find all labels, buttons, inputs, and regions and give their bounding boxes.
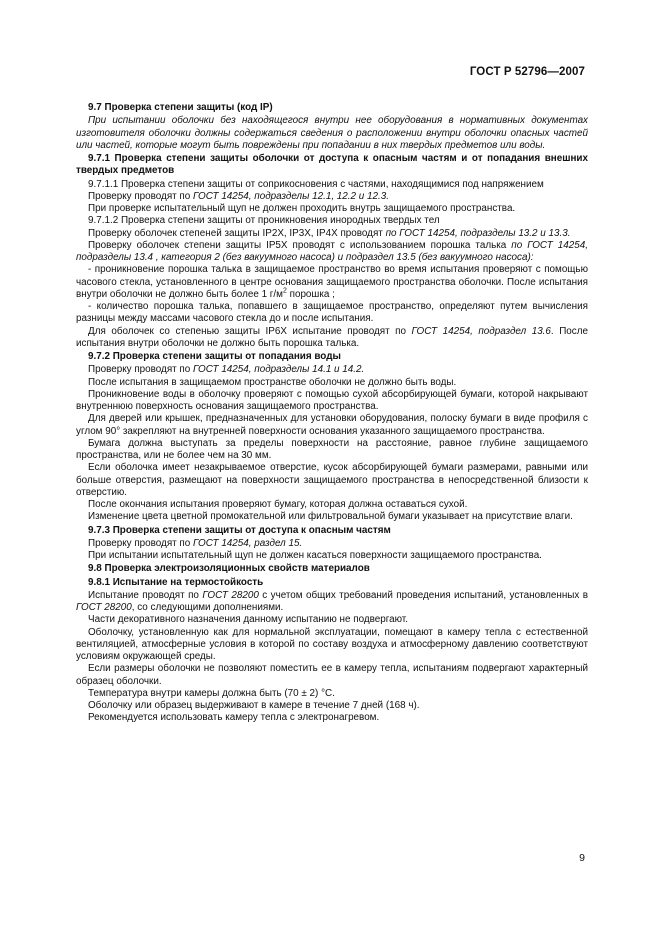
paragraph [76,700,588,712]
reference-text: по ГОСТ 14254, подразделы 13.4 , категория 2 (без вакуумного насоса) и подраздел 13.5 (без вакуумного насоса): [76,239,588,263]
reference-text: ГОСТ 14254, подраздел 13.6 [411,325,551,337]
page-number: 9 [579,852,585,864]
paragraph-text: с учетом общих требований проведения испытаний, установленных в [258,589,589,601]
paragraph [76,627,588,664]
paragraph-text: Проникновение воды в оболочку проверяют с помощью сухой абсорбирующей бумаги, которой накрывают внутреннюю поверхность основания защищаемого пространства. [76,388,588,412]
paragraph-text: Температура внутри камеры должна быть (70 ± 2) °С. [88,687,335,699]
paragraph [76,499,588,511]
section-heading: 9.8.1 Испытание на термостойкость [88,576,264,588]
reference-text: ГОСТ 14254, раздел 15. [193,537,303,549]
paragraph [76,688,588,700]
paragraph-text: Для оболочек со степенью защиты IP6X испытание проводят по [88,325,412,337]
paragraph-text: Если размеры оболочки не позволяют поместить ее в камеру тепла, испытаниям подвергают характерный образец оболочки. [76,663,588,687]
paragraph-text: Проверку оболочек степени защиты IP5X проводят с использованием порошка талька [88,239,512,251]
paragraph [76,301,588,326]
paragraph-text: Части декоративного назначения данному испытанию не подвергают. [88,614,408,626]
paragraph [76,413,588,438]
section-heading: 9.7.3 Проверка степени защиты от доступа к опасным частям [88,524,391,536]
paragraph-text: При испытании оболочки без находящегося внутри нее оборудования в нормативных документах изготовителя оболочки должны содержаться сведения о расположении внутри оболочки опасных частей или частей, которые могут быть повреждены при попадании в них твердых предметов или воды. [76,115,588,151]
paragraph-text: Проверку проводят по [88,190,194,202]
paragraph [76,179,588,191]
paragraph [76,203,588,215]
paragraph [76,538,588,550]
paragraph [76,215,588,227]
paragraph [76,712,588,724]
reference-text: ГОСТ 14254, подразделы 12.1, 12.2 и 12.3. [193,190,389,202]
paragraph-text: Проверку оболочек степеней защиты IP2X, IP3X, IP4X проводят [88,227,386,239]
paragraph-text: . После испытания внутри оболочки не должно быть порошка талька. [76,325,588,349]
reference-text: ГОСТ 28200 [76,602,132,613]
paragraph-text: - количество порошка талька, попавшего в защищаемое пространство, определяют путем вычисления разницы между массами часового стекла до и после испытания. [76,301,588,325]
paragraph [76,590,588,615]
paragraph [76,511,588,523]
paragraph-text: При испытании испытательный щуп не должен касаться поверхности защищаемого пространства. [88,550,542,561]
paragraph [76,663,588,688]
paragraph [76,240,588,265]
reference-text: ГОСТ 28200 [202,589,259,601]
paragraph-text: - проникновение порошка талька в защищаемое пространство во время испытания проверяют с помощью часового стекла, установленного в центре основания защищаемого пространства оболочки. После испытания внутри оболочки не должно быть более 1 $г/м^2$ порошка ; [76,264,588,300]
paragraph [76,115,588,152]
paragraph-text: Для дверей или крышек, предназначенных для установки оборудования, полоску бумаги в виде профиля с углом 90° закрепляют на внутренней поверхности основания указанного защищаемого пространства. [76,413,588,437]
paragraph-text: Испытание проводят по [88,589,203,601]
paragraph-text: Проверку проводят по [88,537,194,549]
paragraph [76,228,588,240]
paragraph [76,377,588,389]
reference-text: ГОСТ 14254, подразделы 14.1 и 14.2. [193,364,365,376]
paragraph [76,326,588,351]
paragraph [76,264,588,301]
paragraph-text: При проверке испытательный щуп не должен проходить внутрь защищаемого пространства. [88,203,516,214]
section-heading: 9.8 Проверка электроизоляционных свойств материалов [88,563,370,575]
paragraph-text: Если оболочка имеет незакрываемое отверстие, кусок абсорбирующей бумаги размерами, равными или больше отверстия, размещают на поверхности защищаемого пространства в непосредственной близости к отверстию. [76,462,588,498]
paragraph [76,550,588,562]
paragraph-text: Рекомендуется использовать камеру тепла с электронагревом. [88,712,380,724]
section-heading: 9.7.1 Проверка степени защиты оболочки от доступа к опасным частям и от попадания внешних твердых предметов [76,153,588,177]
paragraph [76,191,588,203]
paragraph [76,364,588,376]
paragraph [76,389,588,414]
paragraph-text: Изменение цвета цветной промокательной или фильтровальной бумаги указывает на присутствие влаги. [88,511,573,523]
paragraph-text: Проверку проводят по [88,364,194,376]
paragraph [76,438,588,463]
paragraph-text: Бумага должна выступать за пределы поверхности на расстояние, равное глубине защищаемого пространства, или не более чем на 30 мм. [76,437,588,461]
paragraph-text: Оболочку или образец выдерживают в камере в течение 7 дней (168 ч). [88,700,420,711]
paragraph-text: Оболочку, установленную как для нормальной эксплуатации, помещают в камеру тепла с естественной вентиляцией, атмосферные условия в которой по составу воздуха и атмосферному давлению соответствуют условиям окружающей среды. [76,626,588,662]
paragraph-text: После испытания в защищаемом пространстве оболочки не должно быть воды. [88,376,457,388]
section-heading: 9.7 Проверка степени защиты (код IP) [88,102,273,113]
paragraph-text: 9.7.1.2 Проверка степени защиты от проникновения инородных твердых тел [88,215,440,227]
reference-text: по ГОСТ 14254, подразделы 13.2 и 13.3. [385,227,571,239]
document-body [76,101,588,725]
paragraph [76,462,588,499]
paragraph [76,614,588,626]
document-header: ГОСТ Р 52796—2007 [469,66,585,78]
paragraph-text: 9.7.1.1 Проверка степени защиты от соприкосновения с частями, находящимися под напряжением [88,178,544,190]
section-heading: 9.7.2 Проверка степени защиты от попадания воды [88,351,341,362]
paragraph-text: После окончания испытания проверяют бумагу, которая должна оставаться сухой. [88,499,468,510]
paragraph-text: , со следующими дополнениями. [131,602,284,613]
